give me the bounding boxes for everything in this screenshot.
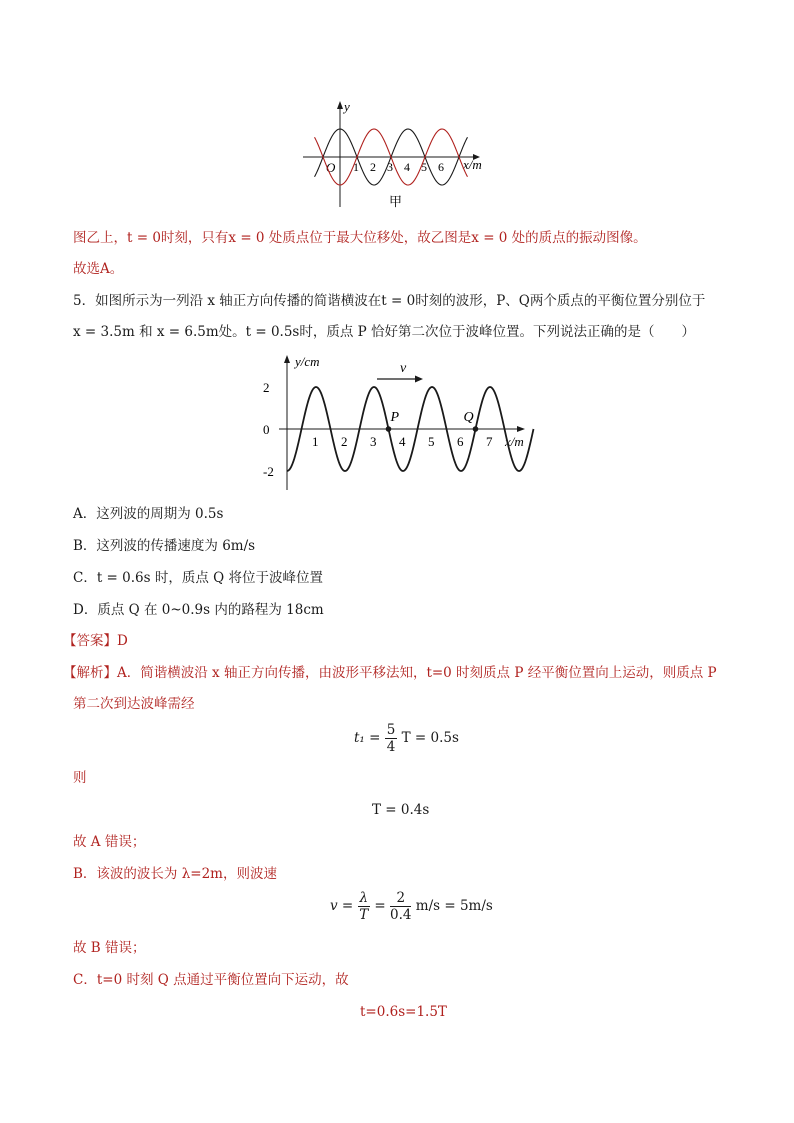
point-p-dot — [386, 426, 392, 432]
option-b: B．这列波的传播速度为 6m/s — [73, 538, 256, 554]
fig2-y-tick-label: 0 — [263, 422, 270, 437]
fig2-x-ticks — [312, 434, 493, 449]
eq1-num: 5 — [386, 722, 396, 738]
eq1-lhs: t₁ = — [354, 730, 381, 746]
fig1-y-label: y — [344, 99, 350, 114]
fig2-x-tick-label: 2 — [341, 434, 348, 449]
analysis-line-2: 第二次到达波峰需经 — [73, 696, 195, 712]
figure-wave — [255, 350, 545, 500]
option-d: D．质点 Q 在 0~0.9s 内的路程为 18cm — [73, 602, 324, 618]
fig2-x-tick-label: 7 — [486, 434, 493, 449]
velocity-label: v — [400, 361, 407, 376]
analysis-ze: 则 — [73, 770, 87, 786]
answer-tag: 【答案】 — [63, 633, 117, 649]
eq3-mid: = — [374, 898, 386, 914]
equation-v — [330, 890, 493, 923]
fig2-x-tick-label: 3 — [370, 434, 377, 449]
x-axis-arrow — [517, 426, 525, 432]
eq1-den: 4 — [386, 739, 396, 755]
fig2-x-tick-label: 6 — [457, 434, 464, 449]
option-a: A．这列波的周期为 0.5s — [73, 506, 224, 522]
fig2-y-tick-label: -2 — [263, 464, 274, 479]
y-axis-arrow — [284, 355, 290, 363]
fig2-y-ticks — [263, 380, 274, 479]
fig1-tick-label: 6 — [438, 160, 444, 174]
point-q-label: Q — [463, 410, 474, 425]
fig1-origin: O — [326, 160, 336, 175]
point-p-label: P — [390, 410, 400, 425]
analysis-tag: 【解析】 — [63, 665, 117, 681]
fig1-caption: 甲 — [389, 194, 403, 209]
analysis-c-line: C．t=0 时刻 Q 点通过平衡位置向下运动，故 — [73, 972, 349, 988]
question-line-1: 5．如图所示为一列沿 x 轴正方向传播的简谐横波在t = 0时刻的波形，P、Q两个质点的平衡位置分别位于 — [73, 293, 706, 309]
eq3-num1: λ — [359, 890, 369, 906]
eq3-rhs: m/s = 5m/s — [415, 898, 493, 914]
analysis-line-1 — [63, 663, 717, 683]
point-q-dot — [473, 426, 479, 432]
prev-line-2: 故选A。 — [73, 261, 124, 277]
analysis-text-1: A．简谐横波沿 x 轴正方向传播，由波形平移法知，t=0 时刻质点 P 经平衡位置向上运动，则质点 P — [117, 665, 717, 681]
fig2-x-tick-label: 5 — [428, 434, 435, 449]
equation-t: T = 0.4s — [372, 802, 430, 818]
fig1-x-label: x/m — [463, 157, 482, 172]
prev-line-1: 图乙上，t = 0时刻，只有x = 0 处质点位于最大位移处，故乙图是x = 0 处的质点的振动图像。 — [73, 230, 647, 246]
fig2-x-label: x/m — [505, 434, 524, 449]
fig2-x-tick-label: 1 — [312, 434, 319, 449]
eq3-num2: 2 — [390, 890, 411, 907]
fig1-tick-label: 3 — [387, 160, 393, 174]
conclusion-a: 故 A 错误； — [73, 834, 146, 850]
equation-t1 — [354, 722, 459, 755]
analysis-b-line: B．该波的波长为 λ=2m，则波速 — [73, 866, 277, 882]
fig2-y-label: y/cm — [295, 354, 320, 369]
question-line-2: x = 3.5m 和 x = 6.5m处。t = 0.5s时，质点 P 恰好第二次位于波峰位置。下列说法正确的是（ ） — [73, 324, 696, 340]
fig1-tick-label: 4 — [404, 160, 410, 174]
equation-t-c: t=0.6s=1.5T — [360, 1004, 447, 1020]
fig2-x-tick-label: 4 — [399, 434, 406, 449]
eq1-rhs: T = 0.5s — [401, 730, 459, 746]
fig2-y-tick-label: 2 — [263, 380, 270, 395]
fig1-ticks — [353, 160, 444, 174]
eq3-lhs: v = — [330, 898, 354, 914]
conclusion-b: 故 B 错误； — [73, 940, 146, 956]
option-c: C．t = 0.6s 时，质点 Q 将位于波峰位置 — [73, 570, 323, 586]
velocity-arrowhead — [415, 376, 423, 383]
fig1-tick-label: 2 — [370, 160, 376, 174]
fig1-tick-label: 1 — [353, 160, 359, 174]
fig1-tick-label: 5 — [421, 160, 427, 174]
y-axis-arrow — [337, 101, 343, 109]
figure-jia — [295, 95, 525, 215]
answer — [63, 631, 128, 651]
eq3-den2: 0.4 — [390, 907, 412, 923]
eq3-den1: T — [359, 907, 369, 923]
answer-value: D — [117, 633, 128, 649]
